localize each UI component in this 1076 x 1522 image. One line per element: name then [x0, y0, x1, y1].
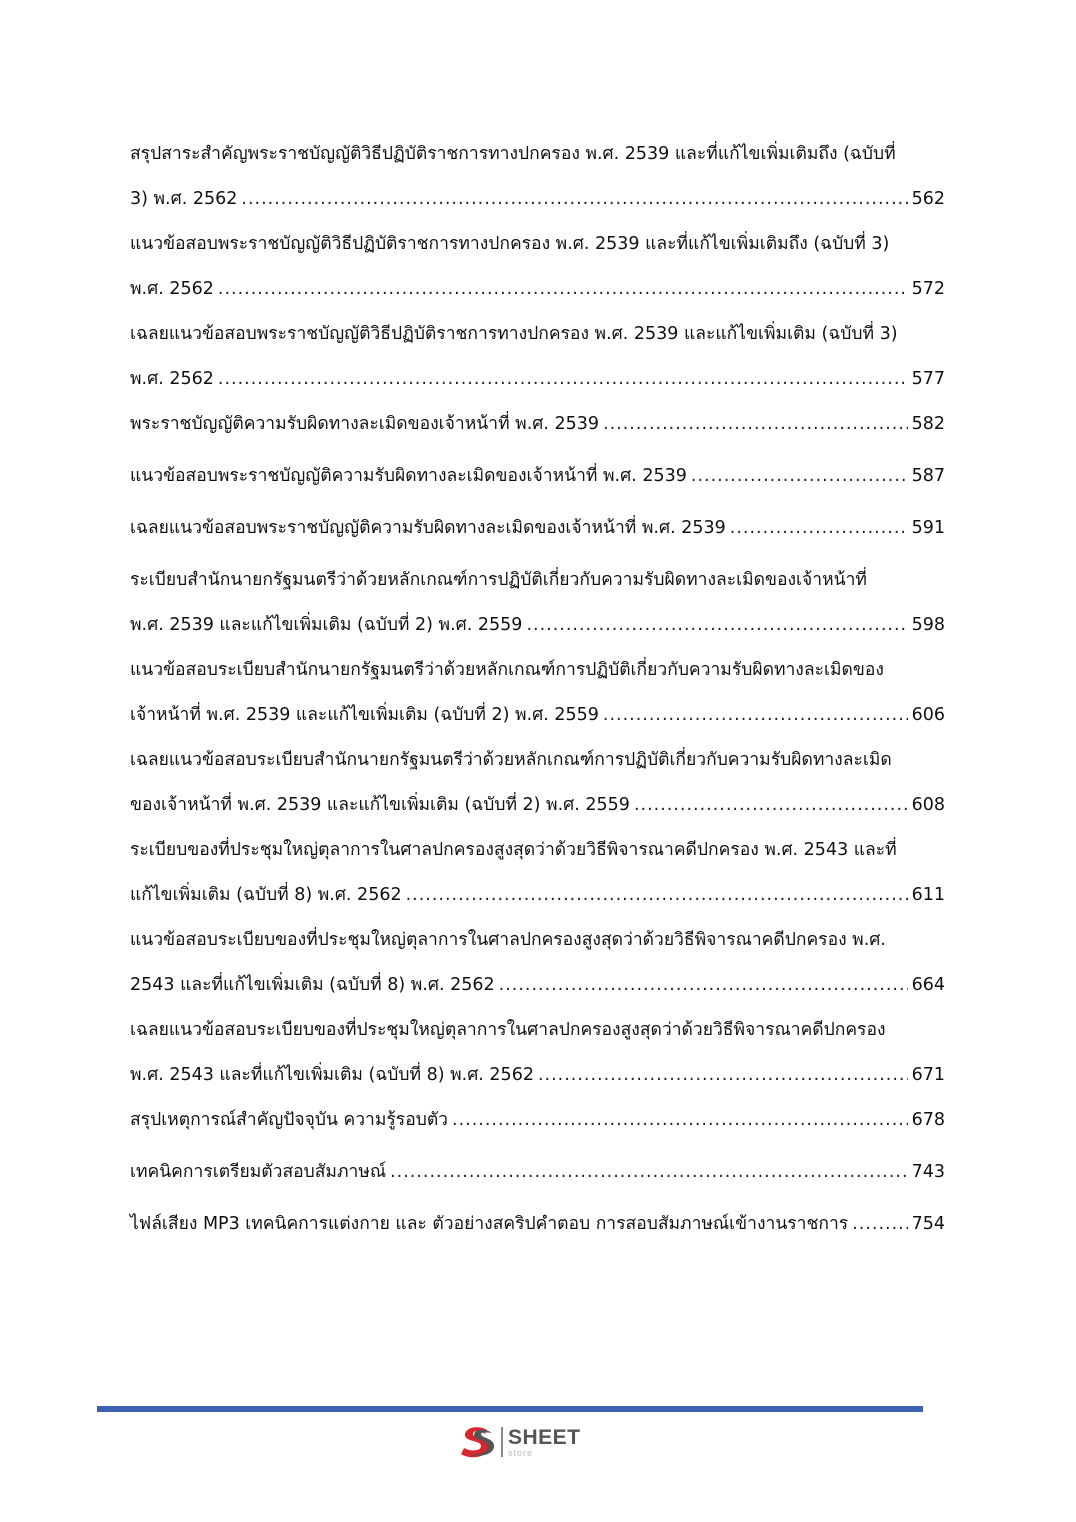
- toc-entry-title-line1: แนวข้อสอบระเบียบของที่ประชุมใหญ่ตุลาการในศาลปกครองสูงสุดว่าด้วยวิธีพิจารณาคดีปกครอง พ.ศ.: [130, 930, 886, 950]
- toc-entry-title: เฉลยแนวข้อสอบพระราชบัญญัติความรับผิดทางละเมิดของเจ้าหน้าที่ พ.ศ. 2539: [130, 518, 726, 538]
- toc-entry[interactable]: [130, 828, 945, 918]
- toc-entry-title-line2: พ.ศ. 2562: [130, 369, 214, 389]
- toc-entry[interactable]: [130, 648, 945, 738]
- logo-separator: [501, 1427, 503, 1457]
- toc-entry-title-line1: เฉลยแนวข้อสอบพระราชบัญญัติวิธีปฏิบัติราชการทางปกครอง พ.ศ. 2539 และแก้ไขเพิ่มเติม (ฉบับที่ 3): [130, 324, 898, 344]
- footer-divider-bar: [97, 1406, 923, 1412]
- toc-entry[interactable]: [130, 454, 945, 499]
- logo-subtext: store: [508, 1447, 534, 1458]
- toc-entry-page: 577: [911, 369, 945, 389]
- dot-leader: [390, 1150, 908, 1195]
- toc-entry-title: ไฟล์เสียง MP3 เทคนิคการแต่งกาย และ ตัวอย่างสคริปคำตอบ การสอบสัมภาษณ์เข้างานราชการ: [130, 1214, 849, 1234]
- toc-entry-title-line2: ของเจ้าหน้าที่ พ.ศ. 2539 และแก้ไขเพิ่มเติม (ฉบับที่ 2) พ.ศ. 2559: [130, 795, 630, 815]
- toc-entry-page: 664: [911, 975, 945, 995]
- toc-entry-title: สรุปเหตุการณ์สำคัญปัจจุบัน ความรู้รอบตัว: [130, 1110, 449, 1130]
- toc-entry[interactable]: [130, 918, 945, 1008]
- toc-entry[interactable]: [130, 506, 945, 551]
- logo-wordmark: SHEET: [508, 1425, 581, 1449]
- toc-entry[interactable]: [130, 1008, 945, 1098]
- toc-entry-title-line2: พ.ศ. 2562: [130, 279, 214, 299]
- toc-entry-title: แนวข้อสอบพระราชบัญญัติความรับผิดทางละเมิดของเจ้าหน้าที่ พ.ศ. 2539: [130, 466, 687, 486]
- table-of-contents: [130, 132, 945, 1254]
- dot-leader: [538, 1053, 908, 1098]
- toc-entry[interactable]: [130, 738, 945, 828]
- dot-leader: [603, 693, 908, 738]
- toc-entry-page: 671: [911, 1065, 945, 1085]
- toc-entry-page: 591: [911, 518, 945, 538]
- toc-entry-title-line1: เฉลยแนวข้อสอบระเบียบสำนักนายกรัฐมนตรีว่าด้วยหลักเกณฑ์การปฏิบัติเกี่ยวกับความรับผิดทางละเมิด: [130, 750, 892, 770]
- dot-leader: [730, 506, 908, 551]
- toc-entry[interactable]: [130, 1202, 945, 1247]
- toc-entry[interactable]: [130, 312, 945, 402]
- toc-entry-title-line1: ระเบียบของที่ประชุมใหญ่ตุลาการในศาลปกครองสูงสุดว่าด้วยวิธีพิจารณาคดีปกครอง พ.ศ. 2543 และที่: [130, 840, 897, 860]
- toc-entry-page: 598: [911, 615, 945, 635]
- dot-leader: [241, 177, 907, 222]
- toc-entry-title-line1: แนวข้อสอบระเบียบสำนักนายกรัฐมนตรีว่าด้วยหลักเกณฑ์การปฏิบัติเกี่ยวกับความรับผิดทางละเมิดของ: [130, 660, 884, 680]
- toc-entry-page: 572: [911, 279, 945, 299]
- dot-leader: [452, 1098, 908, 1143]
- toc-entry[interactable]: [130, 402, 945, 447]
- dot-leader: [526, 603, 907, 648]
- toc-entry-title-line2: พ.ศ. 2539 และแก้ไขเพิ่มเติม (ฉบับที่ 2) พ.ศ. 2559: [130, 615, 523, 635]
- toc-entry-title: เทคนิคการเตรียมตัวสอบสัมภาษณ์: [130, 1162, 387, 1182]
- dot-leader: [218, 357, 908, 402]
- toc-entry-title-line2: พ.ศ. 2543 และที่แก้ไขเพิ่มเติม (ฉบับที่ 8) พ.ศ. 2562: [130, 1065, 534, 1085]
- toc-entry-page: 562: [911, 189, 945, 209]
- dot-leader: [499, 963, 908, 1008]
- toc-entry[interactable]: [130, 1150, 945, 1195]
- toc-entry-page: 611: [911, 885, 945, 905]
- dot-leader: [634, 783, 908, 828]
- dot-leader: [852, 1202, 907, 1247]
- toc-entry-page: 582: [911, 414, 945, 434]
- toc-entry-title-line1: ระเบียบสำนักนายกรัฐมนตรีว่าด้วยหลักเกณฑ์การปฏิบัติเกี่ยวกับความรับผิดทางละเมิดของเจ้าหน้าที่: [130, 570, 867, 590]
- sheet-store-logo: [457, 1424, 581, 1460]
- toc-entry-page: 743: [911, 1162, 945, 1182]
- toc-entry[interactable]: [130, 222, 945, 312]
- toc-entry-title-line1: แนวข้อสอบพระราชบัญญัติวิธีปฏิบัติราชการทางปกครอง พ.ศ. 2539 และที่แก้ไขเพิ่มเติมถึง (ฉบับที่ 3): [130, 234, 890, 254]
- toc-entry-page: 587: [911, 466, 945, 486]
- toc-entry[interactable]: [130, 1098, 945, 1143]
- toc-entry[interactable]: [130, 558, 945, 648]
- dot-leader: [691, 454, 908, 499]
- dot-leader: [218, 267, 908, 312]
- toc-entry-title-line2: แก้ไขเพิ่มเติม (ฉบับที่ 8) พ.ศ. 2562: [130, 885, 402, 905]
- toc-entry-title-line1: สรุปสาระสำคัญพระราชบัญญัติวิธีปฏิบัติราชการทางปกครอง พ.ศ. 2539 และที่แก้ไขเพิ่มเติมถึง (ฉบับที่: [130, 144, 896, 164]
- toc-entry-title-line1: เฉลยแนวข้อสอบระเบียบของที่ประชุมใหญ่ตุลาการในศาลปกครองสูงสุดว่าด้วยวิธีพิจารณาคดีปกครอง: [130, 1020, 886, 1040]
- sheet-store-s-logo-icon: [457, 1424, 497, 1460]
- toc-entry-title-line2: เจ้าหน้าที่ พ.ศ. 2539 และแก้ไขเพิ่มเติม (ฉบับที่ 2) พ.ศ. 2559: [130, 705, 599, 725]
- toc-entry-page: 754: [911, 1214, 945, 1234]
- dot-leader: [603, 402, 908, 447]
- toc-entry-title-line2: 2543 และที่แก้ไขเพิ่มเติม (ฉบับที่ 8) พ.ศ. 2562: [130, 975, 495, 995]
- dot-leader: [406, 873, 908, 918]
- toc-entry-page: 608: [911, 795, 945, 815]
- toc-entry[interactable]: [130, 132, 945, 222]
- toc-entry-page: 606: [911, 705, 945, 725]
- toc-entry-page: 678: [911, 1110, 945, 1130]
- toc-entry-title-line2: 3) พ.ศ. 2562: [130, 189, 238, 209]
- toc-entry-title: พระราชบัญญัติความรับผิดทางละเมิดของเจ้าหน้าที่ พ.ศ. 2539: [130, 414, 600, 434]
